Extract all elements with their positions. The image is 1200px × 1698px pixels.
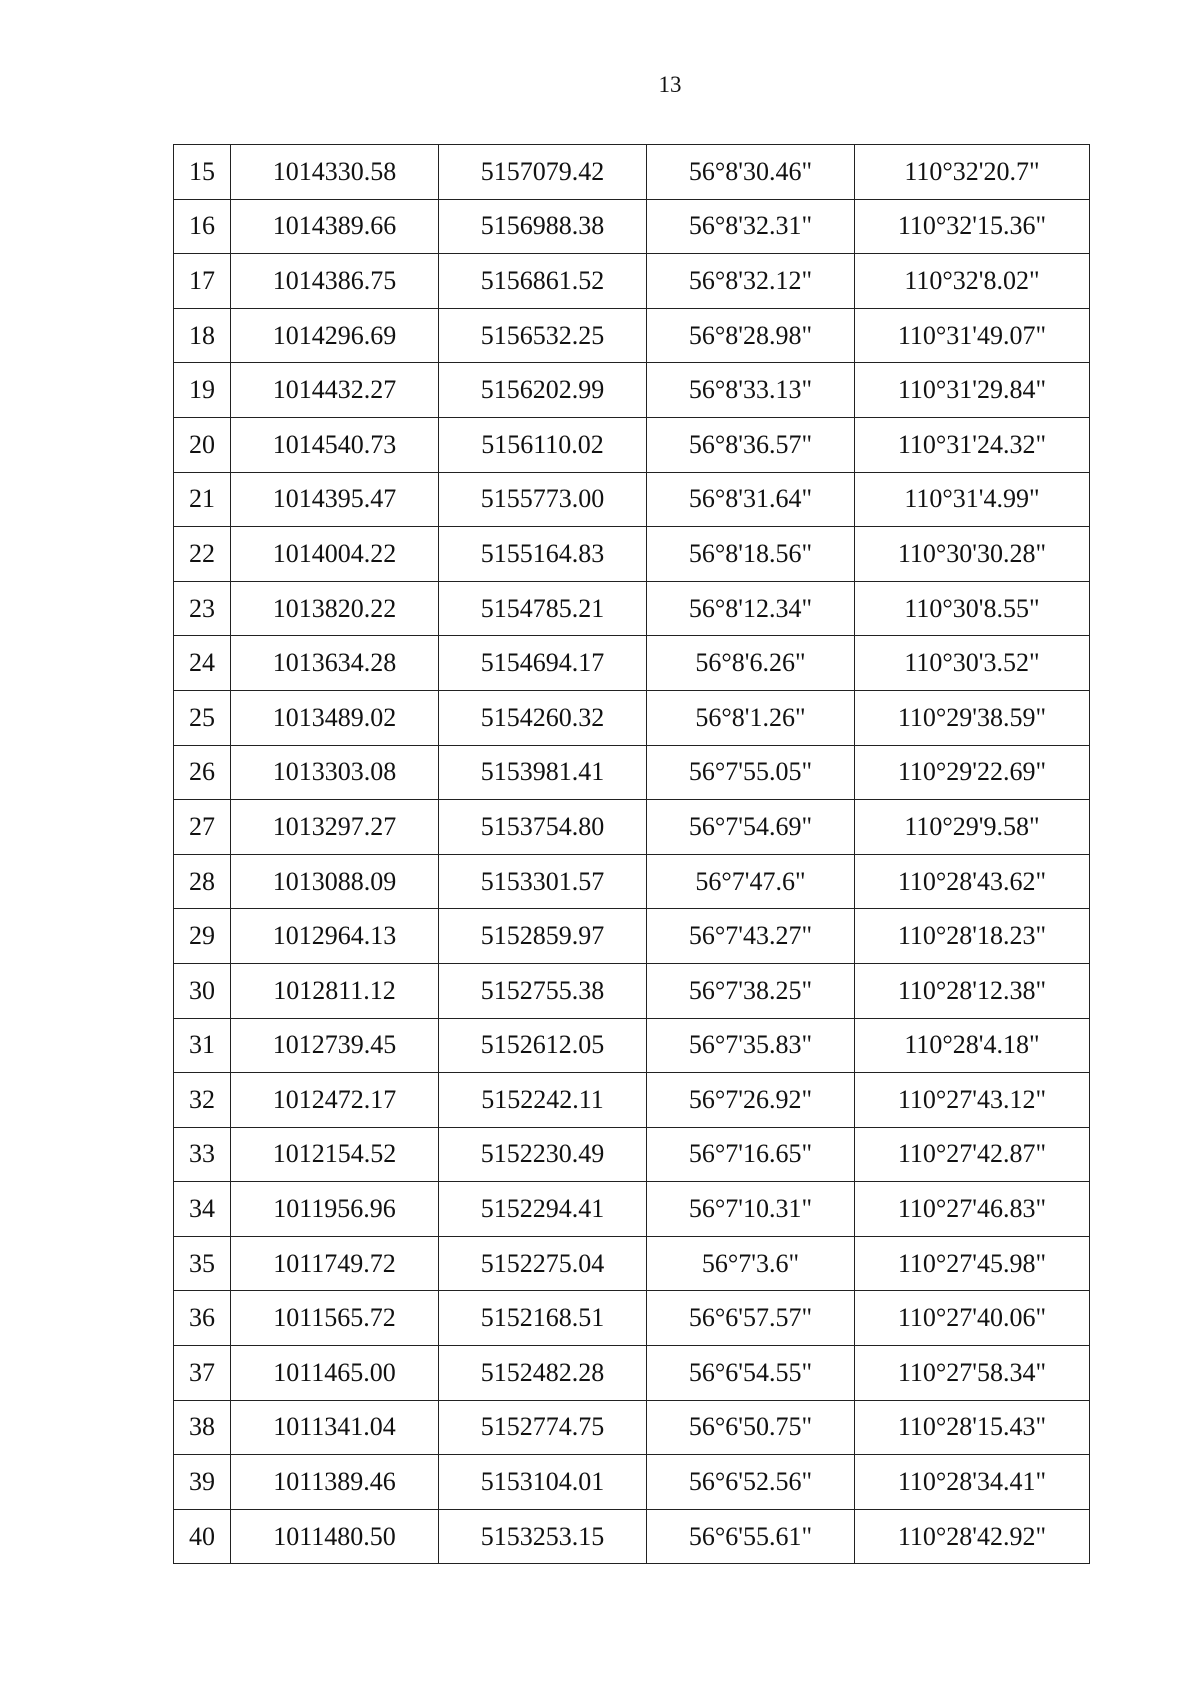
y-coordinate-cell: 5152275.04: [439, 1236, 647, 1291]
longitude-cell: 110°30'30.28": [855, 527, 1090, 582]
point-number-cell: 33: [174, 1127, 231, 1182]
table-row: [174, 909, 1090, 964]
x-coordinate-cell: 1014389.66: [231, 199, 439, 254]
latitude-cell: 56°8'12.34": [647, 581, 855, 636]
longitude-cell: 110°28'34.41": [855, 1455, 1090, 1510]
longitude-cell: 110°31'24.32": [855, 417, 1090, 472]
table-row: [174, 1400, 1090, 1455]
x-coordinate-cell: 1013088.09: [231, 854, 439, 909]
x-coordinate-cell: 1014432.27: [231, 363, 439, 418]
longitude-cell: 110°30'8.55": [855, 581, 1090, 636]
latitude-cell: 56°7'35.83": [647, 1018, 855, 1073]
x-coordinate-cell: 1014330.58: [231, 145, 439, 200]
point-number-cell: 18: [174, 308, 231, 363]
longitude-cell: 110°27'43.12": [855, 1073, 1090, 1128]
longitude-cell: 110°32'15.36": [855, 199, 1090, 254]
point-number-cell: 20: [174, 417, 231, 472]
x-coordinate-cell: 1013634.28: [231, 636, 439, 691]
coordinates-table-body: [174, 145, 1090, 1564]
latitude-cell: 56°7'3.6": [647, 1236, 855, 1291]
table-row: [174, 363, 1090, 418]
table-row: [174, 963, 1090, 1018]
table-row: [174, 308, 1090, 363]
point-number-cell: 31: [174, 1018, 231, 1073]
y-coordinate-cell: 5152230.49: [439, 1127, 647, 1182]
longitude-cell: 110°27'42.87": [855, 1127, 1090, 1182]
y-coordinate-cell: 5153301.57: [439, 854, 647, 909]
point-number-cell: 40: [174, 1509, 231, 1564]
longitude-cell: 110°32'20.7": [855, 145, 1090, 200]
longitude-cell: 110°28'12.38": [855, 963, 1090, 1018]
y-coordinate-cell: 5155773.00: [439, 472, 647, 527]
latitude-cell: 56°8'6.26": [647, 636, 855, 691]
latitude-cell: 56°7'54.69": [647, 800, 855, 855]
table-row: [174, 254, 1090, 309]
x-coordinate-cell: 1014296.69: [231, 308, 439, 363]
table-row: [174, 581, 1090, 636]
y-coordinate-cell: 5152774.75: [439, 1400, 647, 1455]
latitude-cell: 56°6'52.56": [647, 1455, 855, 1510]
point-number-cell: 22: [174, 527, 231, 582]
table-row: [174, 1346, 1090, 1401]
longitude-cell: 110°27'46.83": [855, 1182, 1090, 1237]
longitude-cell: 110°30'3.52": [855, 636, 1090, 691]
longitude-cell: 110°28'18.23": [855, 909, 1090, 964]
point-number-cell: 23: [174, 581, 231, 636]
y-coordinate-cell: 5152612.05: [439, 1018, 647, 1073]
point-number-cell: 37: [174, 1346, 231, 1401]
y-coordinate-cell: 5154260.32: [439, 690, 647, 745]
latitude-cell: 56°7'26.92": [647, 1073, 855, 1128]
latitude-cell: 56°7'16.65": [647, 1127, 855, 1182]
latitude-cell: 56°7'55.05": [647, 745, 855, 800]
table-row: [174, 1073, 1090, 1128]
point-number-cell: 24: [174, 636, 231, 691]
x-coordinate-cell: 1013820.22: [231, 581, 439, 636]
point-number-cell: 38: [174, 1400, 231, 1455]
y-coordinate-cell: 5152168.51: [439, 1291, 647, 1346]
longitude-cell: 110°28'43.62": [855, 854, 1090, 909]
x-coordinate-cell: 1011749.72: [231, 1236, 439, 1291]
longitude-cell: 110°29'38.59": [855, 690, 1090, 745]
point-number-cell: 36: [174, 1291, 231, 1346]
point-number-cell: 26: [174, 745, 231, 800]
longitude-cell: 110°28'15.43": [855, 1400, 1090, 1455]
table-row: [174, 1455, 1090, 1510]
table-row: [174, 636, 1090, 691]
longitude-cell: 110°29'22.69": [855, 745, 1090, 800]
y-coordinate-cell: 5153754.80: [439, 800, 647, 855]
longitude-cell: 110°31'4.99": [855, 472, 1090, 527]
x-coordinate-cell: 1013297.27: [231, 800, 439, 855]
latitude-cell: 56°6'57.57": [647, 1291, 855, 1346]
table-row: [174, 145, 1090, 200]
table-row: [174, 472, 1090, 527]
x-coordinate-cell: 1012472.17: [231, 1073, 439, 1128]
point-number-cell: 16: [174, 199, 231, 254]
latitude-cell: 56°7'10.31": [647, 1182, 855, 1237]
x-coordinate-cell: 1014540.73: [231, 417, 439, 472]
y-coordinate-cell: 5153981.41: [439, 745, 647, 800]
latitude-cell: 56°8'1.26": [647, 690, 855, 745]
x-coordinate-cell: 1014004.22: [231, 527, 439, 582]
latitude-cell: 56°8'31.64": [647, 472, 855, 527]
latitude-cell: 56°8'33.13": [647, 363, 855, 418]
x-coordinate-cell: 1012739.45: [231, 1018, 439, 1073]
table-row: [174, 1018, 1090, 1073]
x-coordinate-cell: 1012811.12: [231, 963, 439, 1018]
latitude-cell: 56°8'32.12": [647, 254, 855, 309]
x-coordinate-cell: 1011341.04: [231, 1400, 439, 1455]
y-coordinate-cell: 5152294.41: [439, 1182, 647, 1237]
x-coordinate-cell: 1011956.96: [231, 1182, 439, 1237]
latitude-cell: 56°6'54.55": [647, 1346, 855, 1401]
point-number-cell: 35: [174, 1236, 231, 1291]
point-number-cell: 19: [174, 363, 231, 418]
longitude-cell: 110°27'58.34": [855, 1346, 1090, 1401]
latitude-cell: 56°7'43.27": [647, 909, 855, 964]
latitude-cell: 56°6'50.75": [647, 1400, 855, 1455]
latitude-cell: 56°8'28.98": [647, 308, 855, 363]
y-coordinate-cell: 5154694.17: [439, 636, 647, 691]
x-coordinate-cell: 1011565.72: [231, 1291, 439, 1346]
longitude-cell: 110°29'9.58": [855, 800, 1090, 855]
y-coordinate-cell: 5152482.28: [439, 1346, 647, 1401]
longitude-cell: 110°32'8.02": [855, 254, 1090, 309]
y-coordinate-cell: 5154785.21: [439, 581, 647, 636]
coordinates-table: [173, 144, 1090, 1564]
y-coordinate-cell: 5153104.01: [439, 1455, 647, 1510]
table-row: [174, 854, 1090, 909]
x-coordinate-cell: 1011465.00: [231, 1346, 439, 1401]
y-coordinate-cell: 5157079.42: [439, 145, 647, 200]
latitude-cell: 56°8'18.56": [647, 527, 855, 582]
point-number-cell: 15: [174, 145, 231, 200]
longitude-cell: 110°28'4.18": [855, 1018, 1090, 1073]
y-coordinate-cell: 5156110.02: [439, 417, 647, 472]
table-row: [174, 690, 1090, 745]
y-coordinate-cell: 5152242.11: [439, 1073, 647, 1128]
x-coordinate-cell: 1012964.13: [231, 909, 439, 964]
point-number-cell: 30: [174, 963, 231, 1018]
latitude-cell: 56°8'36.57": [647, 417, 855, 472]
longitude-cell: 110°27'40.06": [855, 1291, 1090, 1346]
point-number-cell: 34: [174, 1182, 231, 1237]
latitude-cell: 56°7'38.25": [647, 963, 855, 1018]
point-number-cell: 27: [174, 800, 231, 855]
y-coordinate-cell: 5153253.15: [439, 1509, 647, 1564]
y-coordinate-cell: 5155164.83: [439, 527, 647, 582]
point-number-cell: 29: [174, 909, 231, 964]
page-number: 13: [658, 72, 682, 97]
y-coordinate-cell: 5152859.97: [439, 909, 647, 964]
longitude-cell: 110°27'45.98": [855, 1236, 1090, 1291]
table-row: [174, 1127, 1090, 1182]
table-row: [174, 800, 1090, 855]
y-coordinate-cell: 5156861.52: [439, 254, 647, 309]
table-row: [174, 527, 1090, 582]
table-row: [174, 199, 1090, 254]
x-coordinate-cell: 1014395.47: [231, 472, 439, 527]
table-row: [174, 1182, 1090, 1237]
y-coordinate-cell: 5156988.38: [439, 199, 647, 254]
point-number-cell: 21: [174, 472, 231, 527]
latitude-cell: 56°7'47.6": [647, 854, 855, 909]
point-number-cell: 17: [174, 254, 231, 309]
latitude-cell: 56°8'30.46": [647, 145, 855, 200]
table-row: [174, 417, 1090, 472]
longitude-cell: 110°31'29.84": [855, 363, 1090, 418]
x-coordinate-cell: 1014386.75: [231, 254, 439, 309]
table-row: [174, 1509, 1090, 1564]
table-row: [174, 1291, 1090, 1346]
x-coordinate-cell: 1011389.46: [231, 1455, 439, 1510]
x-coordinate-cell: 1012154.52: [231, 1127, 439, 1182]
x-coordinate-cell: 1013489.02: [231, 690, 439, 745]
point-number-cell: 32: [174, 1073, 231, 1128]
y-coordinate-cell: 5156532.25: [439, 308, 647, 363]
longitude-cell: 110°28'42.92": [855, 1509, 1090, 1564]
latitude-cell: 56°6'55.61": [647, 1509, 855, 1564]
x-coordinate-cell: 1013303.08: [231, 745, 439, 800]
latitude-cell: 56°8'32.31": [647, 199, 855, 254]
point-number-cell: 39: [174, 1455, 231, 1510]
table-row: [174, 745, 1090, 800]
x-coordinate-cell: 1011480.50: [231, 1509, 439, 1564]
table-row: [174, 1236, 1090, 1291]
y-coordinate-cell: 5152755.38: [439, 963, 647, 1018]
y-coordinate-cell: 5156202.99: [439, 363, 647, 418]
point-number-cell: 25: [174, 690, 231, 745]
longitude-cell: 110°31'49.07": [855, 308, 1090, 363]
point-number-cell: 28: [174, 854, 231, 909]
